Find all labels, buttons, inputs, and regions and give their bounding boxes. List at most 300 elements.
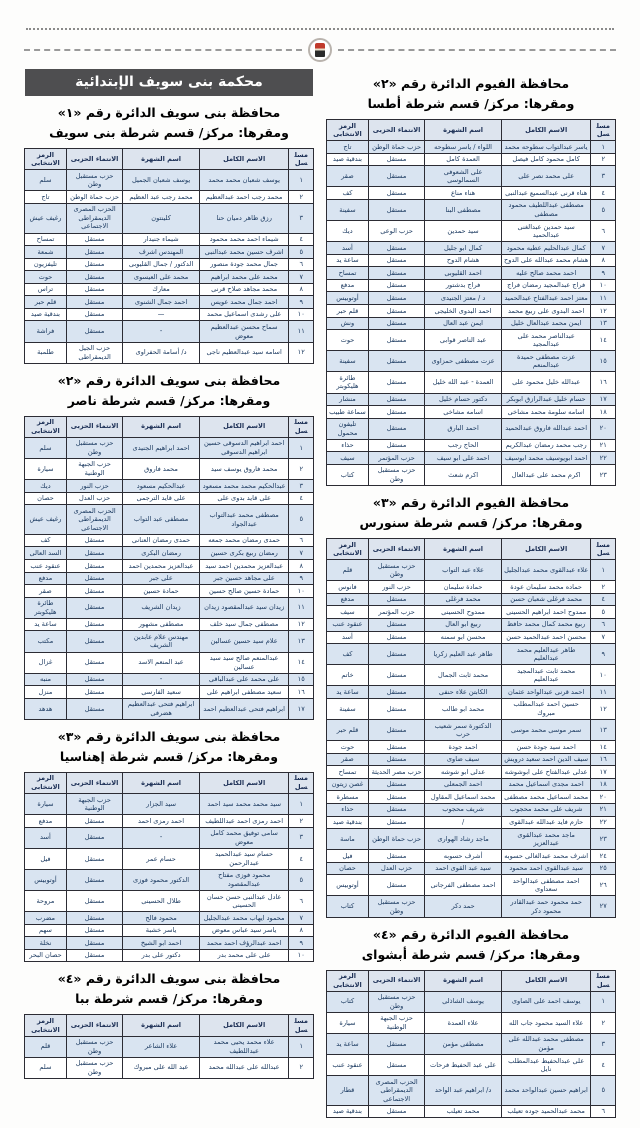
serial-cell: ٢١ [591,803,616,816]
candidates-table [326,538,616,918]
full-name-cell: احمد ابراهيم الدسوقى حسين ابراهيم الدسوقى [199,437,289,458]
serial-cell: ٢٢ [591,452,616,465]
candidate-row [327,778,616,791]
symbol-cell: ديك [327,221,369,242]
serial-cell: ١٠ [591,279,616,292]
famous-name-cell: معارك [123,283,200,296]
candidate-row [327,560,616,581]
column-header-full-name: الاسم الكامل [501,120,591,141]
party-cell: مستقل [368,330,424,351]
famous-name-cell: هناء مناع [425,187,502,200]
party-cell: مستقل [66,560,122,573]
party-cell: مستقل [368,418,424,439]
serial-cell: ٣ [289,827,314,848]
serial-cell: ١٦ [591,372,616,393]
party-cell: مستقل [368,242,424,255]
party-cell: الحزب المصرى الديمقراطى الاجتماعى [66,505,122,535]
party-cell: مستقل [368,753,424,766]
serial-cell: ١٣ [591,317,616,330]
symbol-cell: صقر [327,166,369,187]
serial-cell: ٦ [591,618,616,631]
famous-name-cell: محمد ابو طالب [425,698,502,719]
serial-cell: ١٢ [289,342,314,363]
candidate-row [25,949,314,962]
famous-name-cell: سيد الجزار [123,794,200,815]
district-title-line1: محافظة الفيوم الدائرة رقم «٣» [372,495,570,510]
serial-cell: ٧ [289,912,314,925]
full-name-cell: رزق ظاهر دميان حنا [199,203,289,233]
serial-cell: ٦ [289,891,314,912]
candidate-row [327,254,616,267]
candidate-row [327,720,616,741]
famous-name-cell: محمد فاروق [123,458,200,479]
party-cell: مستقل [368,644,424,665]
famous-name-cell: عزت مصطفى حمزاوى [425,351,502,372]
full-name-cell: مصطفى جمال سيد خلف [199,618,289,631]
symbol-cell: سفينة [327,351,369,372]
column-header-full-name: الاسم الكامل [199,149,289,170]
party-cell: مستقل [368,199,424,220]
serial-cell: ٧ [591,242,616,255]
serial-cell: ٢ [289,815,314,828]
district-title-line1: محافظة بنى سويف الدائرة رقم «١» [57,105,281,120]
party-cell: مستقل [66,891,122,912]
famous-name-cell: دكتور حسام خليل [425,393,502,406]
candidate-row [327,305,616,318]
party-cell: مستقل [66,827,122,848]
symbol-cell: سيارة [327,1012,369,1033]
serial-cell: ٢ [591,581,616,594]
party-cell: حزب حماة الوطن [66,191,122,204]
symbol-cell: صقر [327,753,369,766]
column-header-symbol: الرمز الانتخابى [25,772,67,793]
serial-cell: ٤ [289,848,314,869]
candidates-table [24,416,314,720]
serial-cell: ٢٧ [591,896,616,917]
famous-name-cell: حمادة سليمان [425,581,502,594]
column-header-symbol: الرمز الانتخابى [25,149,67,170]
fayoum-column [326,67,616,1120]
serial-cell: ٢٠ [591,418,616,439]
symbol-cell: سيف [327,452,369,465]
symbol-cell: منبه [25,673,67,686]
serial-cell: ٢ [591,153,616,166]
party-cell: مستقل [368,1033,424,1054]
serial-cell: ١٠ [591,665,616,686]
symbol-cell: مكتب [25,631,67,652]
famous-name-cell: ايمن عبد العال [425,317,502,330]
candidate-row [25,618,314,631]
candidate-row [327,850,616,863]
district-title [326,74,616,114]
party-cell: مستقل [66,912,122,925]
full-name-cell: مصطفى عبداللطيف محمود مصطفى [501,199,591,220]
famous-name-cell: العمدة كامل [425,153,502,166]
famous-name-cell: طلال الحسينى [123,891,200,912]
serial-cell: ٣ [591,1033,616,1054]
full-name-cell: سيد حمدين عبدالغنى عبدالحميد [501,221,591,242]
full-name-cell: محمد ثابت عبدالمجيد عبدالعليم [501,665,591,686]
candidate-row [327,1033,616,1054]
full-name-cell: اشرف حسين محمد عبدالنبى [199,246,289,259]
full-name-cell: حماده محمد سليمان عودة [501,581,591,594]
serial-cell: ٩ [289,572,314,585]
serial-cell: ١ [591,991,616,1012]
famous-name-cell: عبد الله على مبروك [123,1057,200,1078]
full-name-cell: اكرم محمد على عبدالعال [501,464,591,485]
full-name-cell: محمد فاروق يوسف سيد [199,458,289,479]
famous-name-cell: علاء عبد التواب [425,560,502,581]
candidate-row [25,891,314,912]
candidate-row [25,794,314,815]
famous-name-cell: ياسر خشبة [123,924,200,937]
column-header-famous-name: اسم الشهرة [123,149,200,170]
full-name-cell: على على محمد بدر [199,949,289,962]
party-cell: مستقل [368,778,424,791]
candidate-row [327,803,616,816]
full-name-cell: على رشدى اسماعيل محمد [199,308,289,321]
symbol-cell: أسد [25,827,67,848]
district-title [326,493,616,533]
famous-name-cell: على جبر [123,572,200,585]
famous-name-cell: يوسف الشاذلى [425,991,502,1012]
party-cell: مستقل [368,741,424,754]
party-cell: مستقل [66,652,122,673]
symbol-cell: تليفون محمول [327,418,369,439]
party-cell: حزب مستقبل وطن [368,560,424,581]
symbol-cell: ساعة يد [25,618,67,631]
famous-name-cell: علاء العمدة [425,1012,502,1033]
candidate-row [327,464,616,485]
party-cell: مستقل [66,924,122,937]
serial-cell: ٥ [289,246,314,259]
symbol-cell: ساعة يد [327,254,369,267]
column-header-famous-name: اسم الشهرة [425,539,502,560]
famous-name-cell: - [123,321,200,342]
full-name-cell: محمد مجاهد صلاح قرنى [199,283,289,296]
party-cell: مستقل [66,296,122,309]
candidate-row [25,296,314,309]
candidate-row [327,330,616,351]
symbol-cell: تراس [25,283,67,296]
full-name-cell: ايمن محمد عبدالعال خليل [501,317,591,330]
serial-cell: ١١ [591,292,616,305]
full-name-cell: على محمد على عبدالباقى [199,673,289,686]
party-cell: مستقل [368,393,424,406]
serial-cell: ١ [591,141,616,154]
candidate-row [327,166,616,187]
party-cell: مستقل [368,372,424,393]
district-section [24,371,314,720]
table-header-row [327,970,616,991]
symbol-cell: منشار [327,393,369,406]
candidate-row [25,283,314,296]
full-name-cell: سعيد مصطفى ابراهيم على [199,686,289,699]
party-cell: مستقل [368,816,424,829]
candidate-row [327,618,616,631]
full-name-cell: اسامه سيد عبدالعظيم ناجى [199,342,289,363]
symbol-cell: قلم [327,560,369,581]
candidates-table [24,148,314,364]
party-cell: مستقل [66,534,122,547]
full-name-cell: هناء قرنى عبدالسميع عبدالنبى [501,187,591,200]
famous-name-cell: د/ أسامة الحفراوى [123,342,200,363]
district-section [24,969,314,1078]
serial-cell: ٢٢ [591,816,616,829]
symbol-cell: قلم [25,1036,67,1057]
party-cell: مستقل [368,698,424,719]
table-header-row [25,1015,314,1036]
serial-cell: ١ [289,1036,314,1057]
full-name-cell: عبدالله على عبدالله محمد [199,1057,289,1078]
symbol-cell: كتاب [327,464,369,485]
serial-cell: ١١ [289,597,314,618]
district-title-line2: ومقرها: مركز/ قسم شرطة بنى سويف [49,125,289,140]
candidate-row [327,267,616,280]
candidate-row [25,673,314,686]
symbol-cell: حوت [327,330,369,351]
famous-name-cell: احمد ابو الشيخ [123,937,200,950]
serial-cell: ٦ [289,258,314,271]
famous-name-cell: سيد حمدين [425,221,502,242]
full-name-cell: طاهر عبدالعليم محمد عبدالعليم [501,644,591,665]
column-header-symbol: الرمز الانتخابى [327,970,369,991]
full-name-cell: احمد قرنى عبدالواحد عثمان [501,686,591,699]
serial-cell: ١٧ [591,393,616,406]
famous-name-cell: احمد على ابو سيف [425,452,502,465]
candidate-row [327,187,616,200]
court-banner: محكمة بنى سويف الإبتدائية [25,69,313,96]
symbol-cell: سفينة [327,698,369,719]
party-cell: مستقل [368,279,424,292]
party-cell: مستقل [66,597,122,618]
full-name-cell: حسام خليل عبدالرازق ابوبكر [501,393,591,406]
serial-cell: ١٣ [289,631,314,652]
candidate-row [25,437,314,458]
famous-name-cell: محمد رجب عبد العظيم [123,191,200,204]
symbol-cell: قلم حبر [25,296,67,309]
symbol-cell: بندقية صيد [327,816,369,829]
symbol-cell: رغيف عيش [25,505,67,535]
district-title-line1: محافظة الفيوم الدائرة رقم «٤» [372,926,570,942]
serial-cell: ٤ [289,492,314,505]
symbol-cell: سيف [327,606,369,619]
serial-cell: ٥ [289,869,314,890]
table-header-row [25,149,314,170]
famous-name-cell: الدكتور محمود فوزى [123,869,200,890]
column-header-serial: مسلسل [289,416,314,437]
column-header-party: الانتماء الحزبى [66,149,122,170]
full-name-cell: احمد عبدالله فاروق عبدالحميد [501,418,591,439]
district-title-line1: محافظة بنى سويف الدائرة رقم «٢» [57,372,281,388]
party-cell: مستقل [368,153,424,166]
candidate-row [327,816,616,829]
full-name-cell: محسن احمد عبدالحميد حسن [501,631,591,644]
candidate-row [327,791,616,804]
serial-cell: ٤ [591,187,616,200]
serial-cell: ٧ [289,271,314,284]
party-cell: حزب الجيل الديمقراطى [66,342,122,363]
candidate-row [327,1012,616,1033]
full-name-cell: حمد محمود حمد عبدالقادر محمود دكر [501,896,591,917]
serial-cell: ١٦ [289,686,314,699]
symbol-cell: أوتوبيس [327,875,369,896]
symbol-cell: غزال [25,652,67,673]
full-name-cell: محمد رجب احمد عبدالعظيم [199,191,289,204]
party-cell: مستقل [368,254,424,267]
candidate-row [327,393,616,406]
symbol-cell: كف [25,534,67,547]
full-name-cell: عبدالعزيز محمدين احمد سيد [199,560,289,573]
full-name-cell: فراج عبدالمجيد رمضان فراج [501,279,591,292]
full-name-cell: ابراهيم حسين عبدالواحد محمد [501,1076,591,1106]
full-name-cell: عبدالناصر محمد على عبدالمجيد [501,330,591,351]
candidate-row [25,480,314,493]
candidate-row [327,581,616,594]
symbol-cell: مسطرة [327,791,369,804]
symbol-cell: سلم [25,1057,67,1078]
serial-cell: ١٥ [591,351,616,372]
symbol-cell: عنقود عنب [25,560,67,573]
full-name-cell: محمد على محمد ابراهيم [199,271,289,284]
candidate-row [327,991,616,1012]
full-name-cell: مصطفى محمد عبدالتواب عبدالجواد [199,505,289,535]
party-cell: حزب مستقبل وطن [66,1057,122,1078]
candidate-row [25,547,314,560]
serial-cell: ٢٤ [591,850,616,863]
full-name-cell: عدلى عبدالفتاح على ابوشوشه [501,766,591,779]
symbol-cell: كف [327,644,369,665]
symbol-cell: قلم حبر [327,305,369,318]
symbol-cell: بندقية صيد [327,153,369,166]
serial-cell: ١١ [591,686,616,699]
famous-name-cell: المهندس اشرف [123,246,200,259]
party-cell: مستقل [66,618,122,631]
symbol-cell: أوتوبيس [327,292,369,305]
beni-suef-column [24,67,314,1081]
party-cell: مستقل [368,292,424,305]
full-name-cell: ياسر عبدالتواب سطوحه محمد [501,141,591,154]
candidate-row [25,246,314,259]
candidate-row [25,308,314,321]
symbol-cell: سماعة طبيب [327,406,369,419]
serial-cell: ١ [289,170,314,191]
candidate-row [25,342,314,363]
famous-name-cell: احمد البدوى الخليجى [425,305,502,318]
famous-name-cell: زيدان الشريف [123,597,200,618]
famous-name-cell: عبد الناصر قوابى [425,330,502,351]
candidate-row [327,153,616,166]
serial-cell: ١٤ [591,741,616,754]
symbol-cell: شمعة [25,246,67,259]
symbol-cell: كتاب [327,991,369,1012]
party-cell: مستقل [368,593,424,606]
full-name-cell: رجب محمد رمضان عبدالكريم [501,439,591,452]
famous-name-cell: عبدالحكيم مسعود [123,480,200,493]
party-cell: مستقل [66,686,122,699]
full-name-cell: على قايد بدوى على [199,492,289,505]
column-header-full-name: الاسم الكامل [501,970,591,991]
serial-cell: ٨ [289,560,314,573]
symbol-cell: مدفع [25,572,67,585]
famous-name-cell: محمد على العيسوى [123,271,200,284]
column-header-party: الانتماء الحزبى [66,416,122,437]
full-name-cell: محمود فوزى مفتاح عبدالمقصود [199,869,289,890]
serial-cell: ٤ [289,233,314,246]
symbol-cell: حصان [25,492,67,505]
serial-cell: ٦ [591,221,616,242]
full-name-cell: عبدالحكيم محمد محمد مسعود [199,480,289,493]
symbol-cell: فيل [25,848,67,869]
symbol-cell: ديك [25,480,67,493]
candidate-row [25,937,314,950]
famous-name-cell: على الشعوفى السمالوسى [425,166,502,187]
symbol-cell: حصان [327,862,369,875]
famous-name-cell: ربيع ابو العال [425,618,502,631]
symbol-cell: تمساح [25,233,67,246]
symbol-cell: طائرة هليكوبتر [25,597,67,618]
serial-cell: ١٤ [591,330,616,351]
party-cell: مستقل [66,673,122,686]
famous-name-cell: دكتور على بدر [123,949,200,962]
serial-cell: ٥ [289,505,314,535]
serial-cell: ٤ [591,593,616,606]
egypt-eagle-emblem-icon [308,38,332,62]
party-cell: حزب الجبهة الوطنية [368,1012,424,1033]
symbol-cell: سلم [25,170,67,191]
famous-name-cell: / [425,816,502,829]
famous-name-cell: علاء الشاعر [123,1036,200,1057]
candidate-row [25,652,314,673]
serial-cell: ٢٣ [591,829,616,850]
candidate-row [25,258,314,271]
fayoum-sections-host [326,74,616,1118]
full-name-cell: حسام سيد عبدالحميد عبدالرحمن [199,848,289,869]
candidate-row [25,321,314,342]
candidate-row [327,631,616,644]
emblem-divider [24,37,616,63]
symbol-cell: أوتوبيس [25,869,67,890]
candidate-row [327,452,616,465]
full-name-cell: يوسف احمد على الصاوى [501,991,591,1012]
serial-cell: ١٧ [591,766,616,779]
candidates-table [326,970,616,1119]
symbol-cell: ماسة [327,829,369,850]
full-name-cell: شيماء احمد محمد محمود [199,233,289,246]
famous-name-cell: عبدالعزيز محمدين احمد [123,560,200,573]
eagle-shield-shape [315,43,325,57]
party-cell: مستقل [368,267,424,280]
famous-name-cell: احمد جمال الشنوى [123,296,200,309]
symbol-cell: قلم حبر [327,720,369,741]
party-cell: حزب الوعى [368,221,424,242]
symbol-cell: مروحة [25,891,67,912]
symbol-cell: حذاء [327,439,369,452]
symbol-cell: سفينة [327,199,369,220]
full-name-cell: احمد البدوى على ربيع محمد [501,305,591,318]
full-name-cell: سيد عبدالقوى احمد محمود [501,862,591,875]
serial-cell: ٩ [289,296,314,309]
candidate-row [327,279,616,292]
full-name-cell: احمد مجدى اسماعيل محمد [501,778,591,791]
candidate-row [25,170,314,191]
full-name-cell: احمد ابويوسيف محمد ابوسيف [501,452,591,465]
district-title-line1: محافظة بنى سويف الدائرة رقم «٤» [57,971,281,987]
full-name-cell: كمال عبدالحليم عطيه محمود [501,242,591,255]
party-cell: حزب مستقبل وطن [368,991,424,1012]
district-title-line1: محافظة بنى سويف الدائرة رقم «٣» [57,728,281,744]
serial-cell: ٨ [289,924,314,937]
